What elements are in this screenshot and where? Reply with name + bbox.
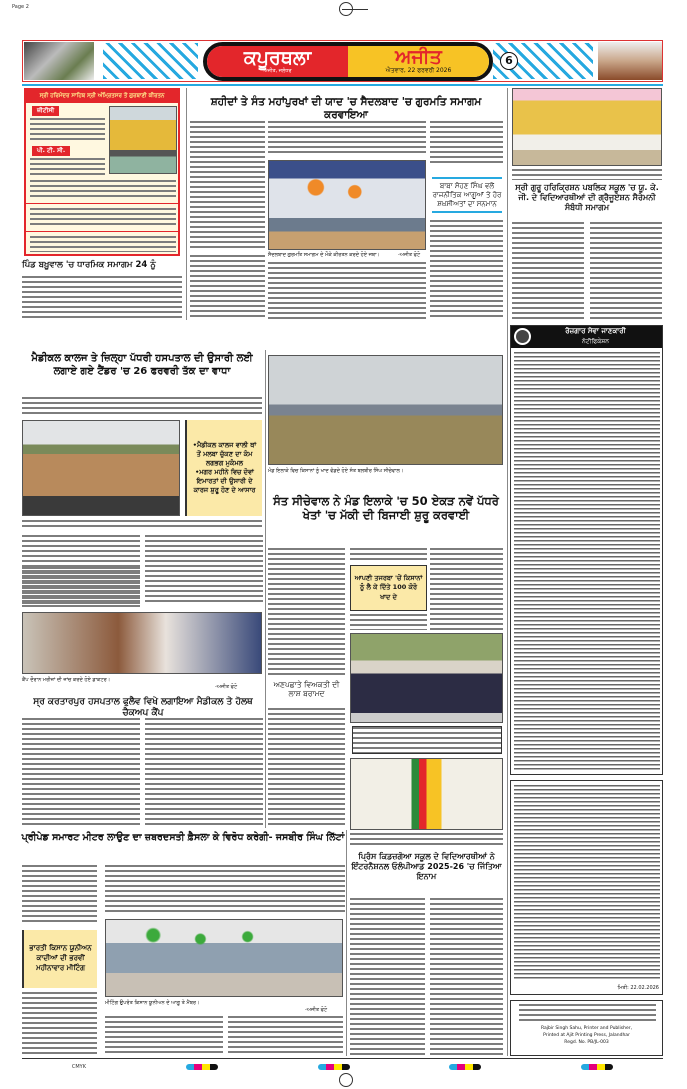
- school-photo: [512, 88, 662, 166]
- column-rule: [507, 88, 508, 1056]
- meter-body: [105, 865, 345, 915]
- bottom-rule: [22, 1058, 663, 1059]
- school-caption: [512, 169, 662, 180]
- imprint-notice: [519, 1004, 656, 1022]
- meter-body: [228, 1016, 343, 1056]
- notices-header: [511, 326, 662, 348]
- notices-subtitle: ਨੋਟੀਫਿਕੇਸ਼ਨ: [581, 338, 610, 345]
- page-number: 6: [500, 52, 518, 70]
- camp-body: [22, 718, 140, 828]
- label-ptc: ਪੀ. ਟੀ. ਸੀ.: [32, 146, 70, 156]
- olympiad-headline: ਪ੍ਰਿੰਸ ਕਿਡਜ਼ਗੋਆ ਸਕੂਲ ਦੇ ਵਿਦਿਆਰਥੀਆਂ ਨੇ ਇੰਟਰਨੈਸ਼ਨਲ ਓਲੰਪੀਆਡ 2025-26 'ਚ ਜਿੱਤਿਆ ਇਨਾਮ: [351, 852, 502, 881]
- medical-headline: ਮੈਡੀਕਲ ਕਾਲਜ ਤੇ ਜ਼ਿਲ੍ਹਾ ਪੱਧਰੀ ਹਸਪਤਾਲ ਦੀ ਉਸਾਰੀ ਲਈ ਲਗਾਏ ਗਏ ਟੈਂਡਰ 'ਚ 26 ਫਰਵਰੀ ਤੱਕ ਦਾ ਵਾਧਾ: [31, 353, 253, 377]
- imprint-box: [510, 1000, 663, 1056]
- meter-body: [22, 865, 97, 925]
- masthead-date: ਐਤਵਾਰ, 22 ਫਰਵਰੀ 2026: [385, 67, 452, 74]
- body-found-body: [268, 708, 345, 828]
- color-registration-bar: [22, 1063, 663, 1071]
- photo-credit: -ਅਜੀਤ ਫੋਟੋ: [305, 1007, 328, 1013]
- seechewal-body: [430, 548, 503, 630]
- column-rule: [346, 830, 347, 1056]
- cmyk-swatch: [449, 1064, 481, 1070]
- tractor-caption: ਮੰਡ ਇਲਾਕੇ ਵਿਚ ਕਿਸਾਨਾਂ ਨੂੰ ਖਾਦ ਵੰਡਦੇ ਹੋਏ ਸੰਤ ਬਲਬੀਰ ਸਿੰਘ ਸੀਚੇਵਾਲ।: [268, 468, 404, 474]
- school-headline: ਸ੍ਰੀ ਗੁਰੂ ਹਰਿਕ੍ਰਿਸ਼ਨ ਪਬਲਿਕ ਸਕੂਲ 'ਚ ਯੂ. ਕੇ. ਜੀ. ਦੇ ਵਿਦਿਆਰਥੀਆਂ ਦੀ ਗ੍ਰੈਜੂਏਸ਼ਨ ਸੈਰੇਮਨੀ ਸੰਬੰਧੀ ਸਮਾਗਮ: [515, 183, 659, 212]
- gurbani-box-title: ਸ੍ਰੀ ਹਰਿਮੰਦਰ ਸਾਹਿਬ ਸ੍ਰੀ ਅੰਮ੍ਰਿਤਸਰ ਤੋਂ ਗੁਰਬਾਣੀ ਕੀਰਤਨ: [26, 90, 178, 103]
- meter-headline: ਪ੍ਰੀਪੇਡ ਸਮਾਰਟ ਮੀਟਰ ਲਾਉਣ ਦਾ ਜ਼ਬਰਦਸਤੀ ਫ਼ੈਸਲਾ ਕੇ ਵਿਰੋਧ ਕਰੇਗੀ- ਜਸਬੀਰ ਸਿੰਘ ਲਿੱਟਾਂ: [21, 832, 345, 843]
- print-slug: Page 2: [12, 4, 29, 10]
- school-body: [590, 222, 662, 320]
- camp-body: [145, 718, 263, 828]
- imprint-line: Regd. No. PB/JL-003: [564, 1040, 609, 1045]
- medical-highlight-box: [185, 420, 262, 516]
- notices-body: [514, 785, 660, 980]
- olympiad-caption: [350, 833, 503, 847]
- label-ztc: ਜ਼ੀਟੀਸੀ: [32, 106, 59, 116]
- gurbani-text: [30, 158, 105, 176]
- masthead-rule: [22, 84, 663, 86]
- tractor-photo: [268, 355, 503, 465]
- masthead-edition: ਅਜੀਤ, ਜਲੰਧਰ: [263, 68, 292, 74]
- title-right-panel: [348, 46, 489, 77]
- gurbani-text: [30, 208, 176, 228]
- side-quote-body: [430, 220, 503, 320]
- side-quote-headline: ਬਾਬਾ ਸੋਹਣ ਸਿੰਘ ਵਲੋਂ ਰਾਜਨੀਤਿਕ ਆਗੂਆਂ ਤੇ ਹੋਰ ਸ਼ਖ਼ਸੀਅਤਾਂ ਦਾ ਸਨਮਾਨ: [432, 177, 502, 213]
- meter-body: [105, 1016, 223, 1056]
- cmyk-swatch: [581, 1064, 613, 1070]
- seechewal-headline: ਸੰਤ ਸੀਚੇਵਾਲ ਨੇ ਮੰਡ ਇਲਾਕੇ 'ਚ 50 ਏਕੜ ਨਵੇਂ ਪੱਧਰੇ ਖੇਤਾਂ 'ਚ ਮੱਕੀ ਦੀ ਬਿਜਾਈ ਸ਼ੁਰੂ ਕਰਵਾਈ: [273, 494, 499, 523]
- gurbani-text: [30, 118, 105, 142]
- medical-body: [22, 397, 262, 415]
- camp-body: [22, 567, 140, 607]
- construction-site-photo: [22, 420, 180, 516]
- masthead: [22, 40, 663, 82]
- cmyk-label: CMYK: [71, 1064, 87, 1070]
- meter-body: [22, 992, 97, 1056]
- masthead-title-right: ਅਜੀਤ: [395, 46, 442, 68]
- divider: [26, 203, 178, 204]
- divider: [26, 231, 178, 232]
- seechewal-body: [350, 614, 427, 630]
- medical-body: [145, 535, 263, 603]
- cmyk-swatch: [318, 1064, 350, 1070]
- highlight-point: •ਮਗਰ ਮਹੀਨੇ ਵਿਚ ਦੋਵਾਂ ਇਮਾਰਤਾਂ ਦੀ ਉਸਾਰੀ ਦੇ ਕਾਰਜ ਸ਼ੁਰੂ ਹੋਣ ਦੇ ਆਸਾਰ: [193, 468, 256, 495]
- seechewal-body: [350, 548, 427, 562]
- registration-mark: [339, 2, 353, 16]
- photo-credit: -ਅਜੀਤ ਫੋਟੋ: [398, 252, 421, 258]
- lead-headline: ਸ਼ਹੀਦਾਂ ਤੇ ਸੰਤ ਮਹਾਂਪੁਰਖਾਂ ਦੀ ਯਾਦ 'ਚ ਸੈਦਲਬਾਦ 'ਚ ਗੁਰਮਤਿ ਸਮਾਗਮ ਕਰਵਾਇਆ: [210, 96, 482, 122]
- masthead-photo-right: [598, 42, 662, 80]
- lead-body: [430, 121, 503, 153]
- meeting-caption: ਮੀਟਿੰਗ ਉਪਰੰਤ ਕਿਸਾਨ ਯੂਨੀਅਨ ਦੇ ਆਗੂ ਤੇ ਮੈਂਬਰ।: [105, 1000, 200, 1006]
- olympiad-photo: [350, 758, 503, 830]
- lead-body: [268, 262, 426, 320]
- village-headline: ਪਿੰਡ ਬਖ਼ੂਵਾਲ 'ਚ ਧਾਰਮਿਕ ਸਮਾਗਮ 24 ਨੂੰ: [22, 260, 156, 270]
- notices-box-2: [510, 780, 663, 995]
- gurbani-text: [30, 236, 176, 252]
- highlight-point: •ਮੈਡੀਕਲ ਕਾਲਜ ਵਾਲੀ ਥਾਂ ਤੋਂ ਮਲਬਾ ਚੁੱਕਣ ਦਾ ਕੰਮ ਲਗਭਗ ਮੁਕੰਮਲ: [192, 440, 257, 467]
- school-body: [512, 222, 584, 320]
- column-rule: [265, 350, 266, 828]
- notices-title: ਰੋਜ਼ਗਾਰ ਸੇਵਾ ਜਾਣਕਾਰੀ: [565, 327, 626, 335]
- registration-mark: [339, 1073, 353, 1087]
- notices-date: ਮਿਤੀ: 22.02.2026: [617, 985, 659, 991]
- meter-highlight-box: ਭਾਰਤੀ ਕਿਸਾਨ ਯੂਨੀਅਨ ਕਾਦੀਆਂ ਦੀ ਭਰਵੀਂ ਮਹੀਨਾਵਾਰ ਮੀਟਿੰਗ: [22, 930, 97, 988]
- olympiad-body: [430, 898, 503, 1056]
- farmers-meeting-photo: [105, 919, 343, 997]
- cmyk-swatch: [186, 1064, 218, 1070]
- notices-body: [514, 352, 660, 772]
- award-photo: [350, 633, 503, 723]
- seechewal-body: [268, 548, 345, 678]
- title-left-panel: [207, 46, 348, 77]
- camp-headline: ਸ੍ਰ ਕਰਤਾਰਪੁਰ ਹਸਪਤਾਲ ਫੁਲੈਵ ਵਿਖੇ ਲਗਾਇਆ ਮੈਡੀਕਲ ਤੇ ਹੋਲਥ ਚੈਕਅਪ ਕੈਂਪ: [33, 697, 253, 719]
- lead-body: [268, 121, 426, 153]
- lead-caption: ਸੈਦਲਬਾਦ ਗੁਰਮਤਿ ਸਮਾਗਮ ਦੇ ਮੌਕੇ ਕੀਰਤਨ ਕਰਦੇ ਹੋਏ ਜਥਾ।: [268, 252, 380, 258]
- masthead-title-left: ਕਪੂਰਥਲਾ: [243, 47, 312, 69]
- body-found-headline: ਅਣਪਛਾਤੇ ਵਿਅਕਤੀ ਦੀ ਲਾਸ਼ ਬਰਾਮਦ: [273, 680, 340, 699]
- notices-box: [510, 325, 663, 775]
- golden-temple-photo: [109, 106, 177, 174]
- lead-body: [190, 255, 265, 320]
- imprint-line: Rajbir Singh Sahu, Printer and Publisher,: [540, 1026, 633, 1031]
- camp-photo: [22, 612, 262, 674]
- imprint-line: Printed at Ajit Printing Press, Jalandhar: [543, 1033, 630, 1038]
- award-caption: [352, 726, 502, 754]
- column-rule: [186, 88, 187, 320]
- medical-caption: [22, 520, 262, 530]
- masthead-photo-left: [24, 42, 94, 80]
- seechewal-highlight-box: ਆਪਣੀ ਤਜਰਬਾ 'ਚੋਂ ਕਿਸਾਨਾਂ ਨੂੰ ਲੈ ਕੇ ਦਿੱਤੇ 100 ਕੋਰੋ ਖਾਦ ਦੇ: [350, 565, 427, 611]
- lead-body: [430, 156, 503, 166]
- gurbani-text: [30, 180, 176, 200]
- camp-caption: ਕੈਂਪ ਦੌਰਾਨ ਮਰੀਜ਼ਾਂ ਦੀ ਜਾਂਚ ਕਰਦੇ ਹੋਏ ਡਾਕਟਰ।: [22, 677, 111, 683]
- photo-credit: -ਅਜੀਤ ਫੋਟੋ: [215, 684, 238, 690]
- lead-body: [190, 121, 265, 249]
- gurbani-box: [24, 88, 180, 256]
- village-body: [22, 276, 182, 320]
- masthead-pattern-left: [103, 43, 198, 79]
- title-plate: [203, 42, 493, 81]
- emblem-icon: [514, 328, 531, 345]
- lead-photo: [268, 160, 426, 250]
- olympiad-body: [350, 898, 425, 1056]
